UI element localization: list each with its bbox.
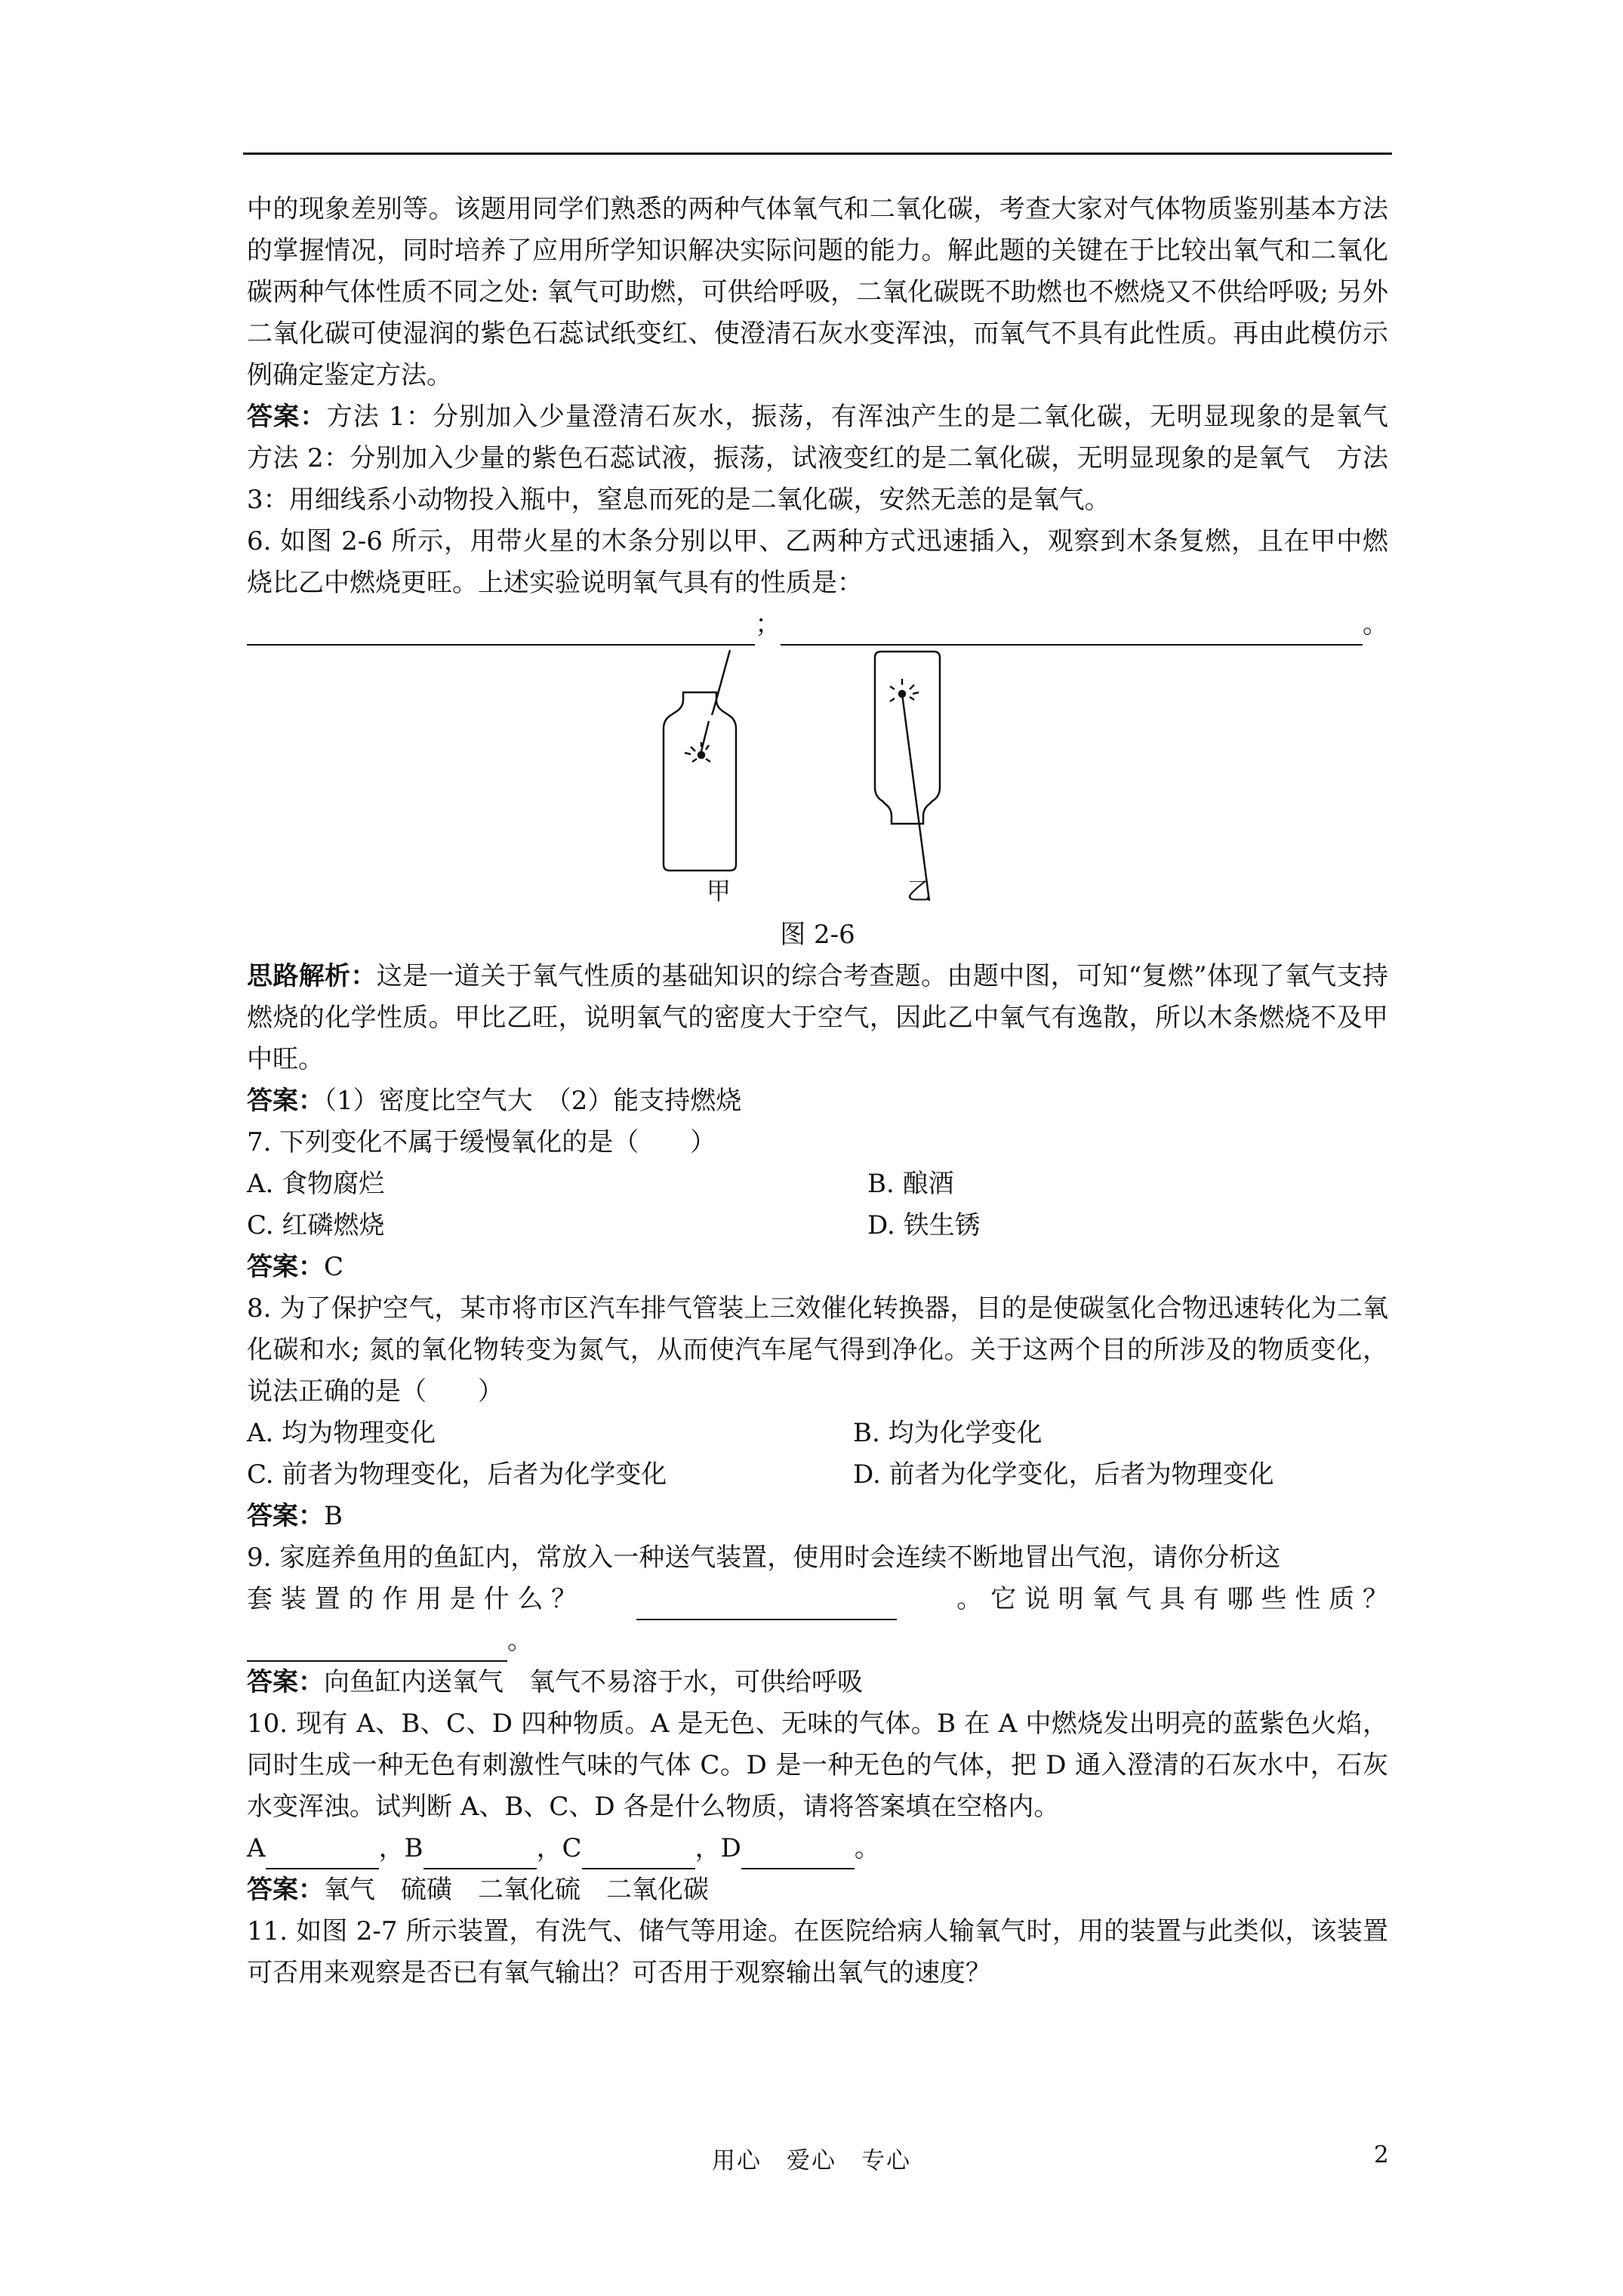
- blank-c[interactable]: [582, 1847, 695, 1869]
- blank-label-b: ，B: [378, 1833, 423, 1863]
- question-9-line-1: 9. 家庭养鱼用的鱼缸内，常放入一种送气装置，使用时会连续不断地冒出气泡，请你分析这: [247, 1542, 1281, 1573]
- option-d: D. 铁生锈: [867, 1210, 981, 1240]
- answer-text: 向鱼缸内送氧气 氧气不易溶于水，可供给呼吸: [324, 1667, 863, 1697]
- blank-a[interactable]: [266, 1847, 379, 1869]
- answer-label: 答案：: [247, 1875, 324, 1905]
- analysis-6: [247, 956, 1388, 1080]
- answer-label: 答案：: [247, 1667, 324, 1697]
- option-a: A. 食物腐烂: [247, 1169, 385, 1199]
- blank-end: 。: [1363, 609, 1388, 639]
- answer-label: 答案：: [247, 1501, 324, 1531]
- answer-10: [247, 1869, 1388, 1911]
- figure-2-6: [247, 646, 1388, 910]
- question-6: 6. 如图 2-6 所示，用带火星的木条分别以甲、乙两种方式迅速插入，观察到木条复燃，且在甲中燃烧比乙中燃烧更旺。上述实验说明氧气具有的性质是：: [247, 526, 1388, 598]
- label-jia: 甲: [706, 877, 731, 905]
- question-9-line-2: [247, 1579, 1388, 1620]
- answer-text: （1）密度比空气大 （2）能支持燃烧: [324, 1086, 742, 1116]
- answer-text: C: [324, 1252, 344, 1282]
- question-11: 11. 如图 2-7 所示装置，有洗气、储气等用途。在医院给病人输氧气时，用的装置与此类似，该装置可否用来观察是否已有氧气输出？可否用于观察输出氧气的速度？: [247, 1916, 1388, 1988]
- answer-8: [247, 1496, 1388, 1537]
- blank-label-d: ，D: [694, 1833, 741, 1863]
- blank-9a[interactable]: [636, 1598, 897, 1620]
- paragraph-analysis-continued: 中的现象差别等。该题用同学们熟悉的两种气体氧气和二氧化碳，考查大家对气体物质鉴别基本方法的掌握情况，同时培养了应用所学知识解决实际问题的能力。解此题的关键在于比较出氧气和二氧化碳两种气体性质不同之处: 氧气可助燃，可供给呼吸，二氧化碳既不助燃也不燃烧又不供给呼吸; 另外二氧化碳可使湿润的紫色石蕊试纸变红、使澄清石灰水变浑浊，而氧气不具有此性质。再由此模仿示例确定鉴定方法。: [247, 194, 1388, 390]
- option-d: D. 前者为化学变化，后者为物理变化: [853, 1459, 1274, 1490]
- question-7: 7. 下列变化不属于缓慢氧化的是（ ）: [247, 1127, 716, 1157]
- option-c: C. 红磷燃烧: [247, 1210, 385, 1240]
- blank-label-a: A: [247, 1833, 266, 1863]
- answer-text: B: [324, 1501, 343, 1531]
- bottles-illustration: [247, 646, 1388, 910]
- figure-caption: 图 2-6: [780, 920, 855, 950]
- answer-label: 答案：: [247, 402, 327, 432]
- blank-end: 。: [854, 1833, 880, 1863]
- question-10: 10. 现有 A、B、C、D 四种物质。A 是无色、无味的气体。B 在 A 中燃烧发出明亮的蓝紫色火焰，同时生成一种无色有刺激性气味的气体 C。D 是一种无色的气体，把 D 通入澄清的石灰水中，石灰水变浑浊。试判断 A、B、C、D 各是什么物质，请将答案填在空格内。: [247, 1709, 1388, 1822]
- question-9-line-3: [247, 1620, 1388, 1662]
- page-number: 2: [1374, 2141, 1389, 2168]
- option-a: A. 均为物理变化: [247, 1418, 436, 1448]
- blank-label-c: ，C: [536, 1833, 582, 1863]
- option-c: C. 前者为物理变化，后者为化学变化: [247, 1459, 667, 1490]
- answer-label: 答案：: [247, 1086, 324, 1116]
- question-8-options-row-2: [247, 1454, 1388, 1496]
- question-9-part-a: 套 装 置 的 作 用 是 什 么 ？: [247, 1584, 577, 1614]
- bottle-yi-icon: [875, 652, 940, 901]
- blank-d[interactable]: [741, 1847, 855, 1869]
- question-9-part-b: 。 它 说 明 氧 气 具 有 哪 些 性 质 ？: [956, 1584, 1388, 1614]
- analysis-text: 这是一道关于氧气性质的基础知识的综合考查题。由题中图，可知“复燃”体现了氧气支持燃烧的化学性质。甲比乙旺，说明氧气的密度大于空气，因此乙中氧气有逸散，所以木条燃烧不及甲中旺。: [247, 961, 1388, 1074]
- question-8: 8. 为了保护空气，某市将市区汽车排气管装上三效催化转换器，目的是使碳氢化合物迅速转化为二氧化碳和水; 氮的氧化物转变为氮气，从而使汽车尾气得到净化。关于这两个目的所涉及的物质变化，说法正确的是（ ）: [247, 1293, 1388, 1407]
- question-7-options-row-1: [247, 1163, 1388, 1205]
- blank-end: 。: [507, 1626, 533, 1656]
- question-10-blanks: [247, 1828, 1388, 1869]
- answer-text: 方法 1：分别加入少量澄清石灰水，振荡，有浑浊产生的是二氧化碳，无明显现象的是氧气 方法 2：分别加入少量的紫色石蕊试液，振荡，试液变红的是二氧化碳，无明显现象的是氧气 方法 3：用细线系小动物投入瓶中，窒息而死的是二氧化碳，安然无恙的是氧气。: [247, 402, 1415, 515]
- header-rule: [243, 153, 1392, 155]
- question-6-blanks: [247, 604, 1388, 646]
- answer-6: [247, 1080, 1388, 1122]
- footer-motto: 用心 爱心 专心: [712, 2147, 911, 2174]
- page-content: [247, 189, 1415, 1994]
- option-b: B. 均为化学变化: [853, 1418, 1042, 1448]
- question-7-options-row-2: [247, 1205, 1388, 1247]
- analysis-label: 思路解析：: [247, 961, 377, 991]
- answer-7: [247, 1247, 1388, 1288]
- blank-9b[interactable]: [247, 1639, 507, 1662]
- question-8-options-row-1: [247, 1413, 1388, 1454]
- blank-b[interactable]: [423, 1847, 537, 1869]
- bottle-jia-icon: [664, 650, 736, 871]
- answer-9: [247, 1662, 1388, 1703]
- label-yi: 乙: [906, 877, 932, 905]
- answer-text: 氧气 硫磺 二氧化硫 二氧化碳: [324, 1875, 709, 1905]
- answer-label: 答案：: [247, 1252, 324, 1282]
- blank-2[interactable]: [781, 623, 1363, 646]
- blank-separator: ；: [755, 609, 781, 639]
- option-b: B. 酿酒: [867, 1169, 954, 1199]
- answer-5: [247, 396, 1415, 521]
- blank-1[interactable]: [247, 623, 755, 646]
